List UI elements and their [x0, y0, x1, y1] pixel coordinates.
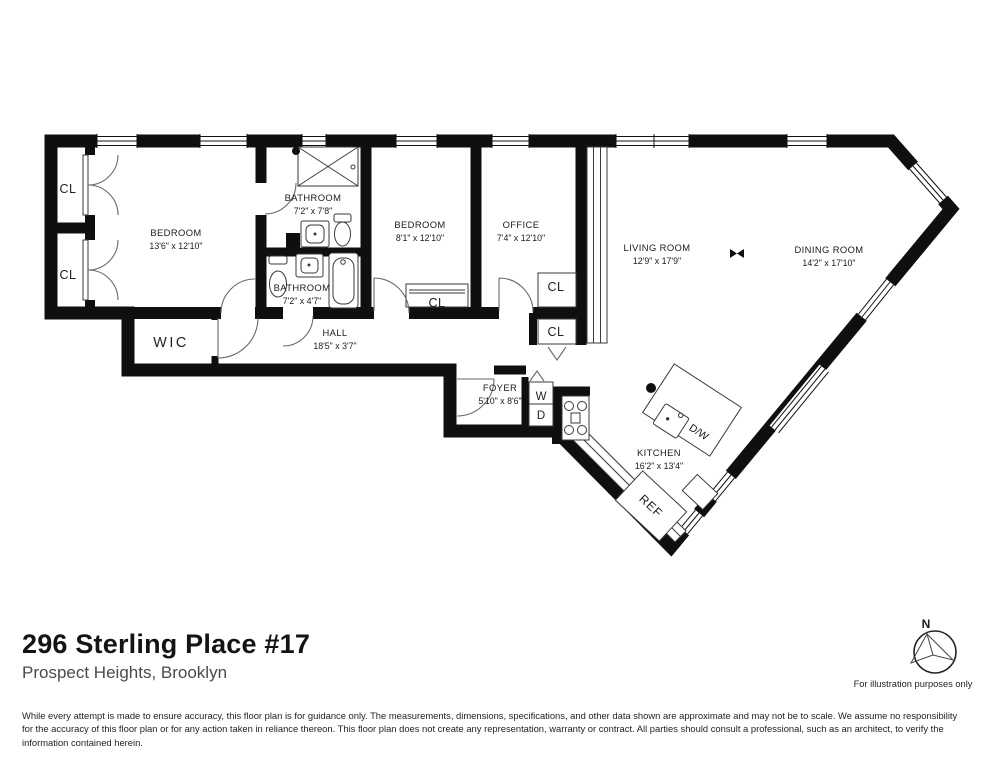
- column-marker: [730, 249, 744, 258]
- bathroom1-sink: [301, 221, 329, 247]
- room-name: KITCHEN: [637, 447, 681, 458]
- room-name: FOYER: [482, 382, 518, 393]
- shower: [298, 147, 358, 186]
- bathtub: [329, 253, 358, 308]
- utility-shaft: [587, 147, 607, 343]
- closet-label: CL: [547, 280, 565, 294]
- column-dot: [646, 383, 656, 393]
- illustration-note: For illustration purposes only: [853, 679, 973, 689]
- bathroom2-sink: [296, 254, 323, 277]
- room-dims: 7'4" x 12'10": [496, 233, 546, 243]
- column-dot: [292, 147, 300, 155]
- room-dims: 13'6" x 12'10": [149, 241, 203, 251]
- room-dims: 16'2" x 13'4": [634, 461, 684, 471]
- washer-label: W: [535, 391, 547, 403]
- closet-label: CL: [547, 325, 565, 339]
- room-dims: 7'2" x 7'8": [293, 206, 333, 216]
- room-dims: 7'2" x 4'7": [282, 296, 322, 306]
- room-dims: 18'5" x 3'7": [313, 341, 357, 351]
- room-dims: 8'1" x 12'10": [395, 233, 445, 243]
- dryer-label: D: [536, 410, 546, 422]
- compass-north-label: N: [921, 617, 931, 631]
- closet-label: CL: [59, 182, 77, 196]
- dishwasher-label: D/W: [686, 421, 711, 444]
- disclaimer-text: While every attempt is made to ensure accuracy, this floor plan is for guidance only. The measurements, dimensions, specifications, and other data shown are approximate and may not be to scale. We assume no responsibility for the accuracy of this floor plan or for any action taken in reliance thereon. This floor plan does not create any representation, warranty or contract. All parties should consult a professional, such as an architect, to verify the information contained herein.: [22, 710, 958, 748]
- closet-label: CL: [59, 268, 77, 282]
- windows-angled-walls: [681, 163, 947, 534]
- room-name: WIC: [153, 335, 189, 351]
- closet-label: CL: [428, 296, 446, 310]
- bathroom1-toilet: [334, 214, 351, 246]
- page-title: 296 Sterling Place #17: [22, 629, 311, 659]
- compass-icon: [895, 612, 975, 682]
- room-name: BATHROOM: [273, 282, 331, 293]
- room-name: HALL: [322, 327, 348, 338]
- room-dims: 12'9" x 17'9": [632, 256, 682, 266]
- stove: [562, 396, 589, 440]
- room-dims: 5'10" x 8'6": [478, 396, 522, 406]
- room-name: BEDROOM: [150, 227, 202, 238]
- kitchen-island: [643, 364, 742, 456]
- room-name: OFFICE: [502, 219, 540, 230]
- room-name: BATHROOM: [284, 192, 342, 203]
- page-subtitle: Prospect Heights, Brooklyn: [22, 663, 228, 682]
- room-name: LIVING ROOM: [623, 242, 691, 253]
- title-block: [22, 629, 310, 683]
- fridge-label: REF: [636, 491, 666, 521]
- room-name: BEDROOM: [394, 219, 446, 230]
- room-name: DINING ROOM: [794, 244, 864, 255]
- room-dims: 14'2" x 17'10": [802, 258, 856, 268]
- washer-dryer: [529, 371, 553, 426]
